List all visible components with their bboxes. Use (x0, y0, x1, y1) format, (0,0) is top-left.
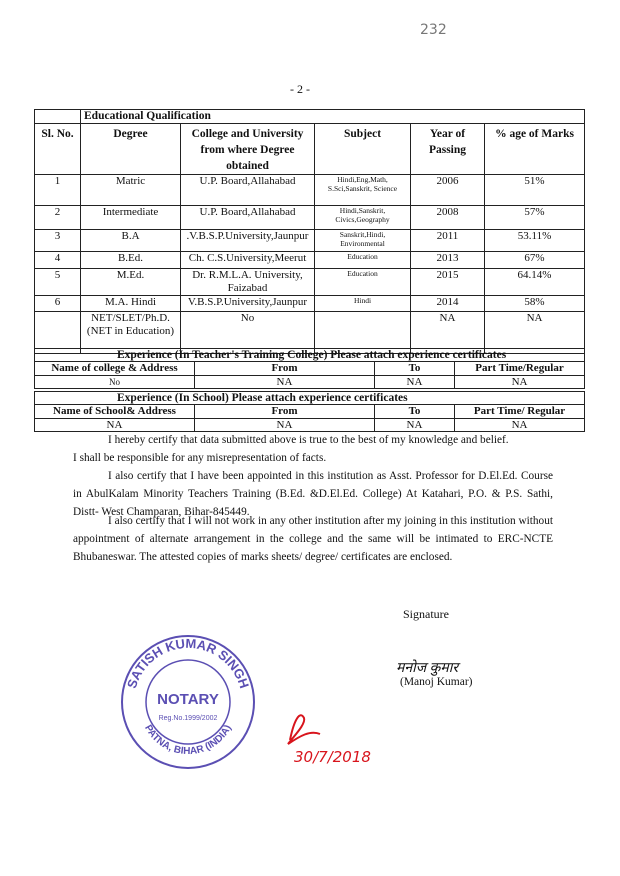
cell-year: 2015 (411, 269, 485, 296)
cell-from: NA (195, 376, 375, 389)
header-to: To (375, 362, 455, 376)
page-number: - 2 - (290, 82, 310, 96)
cell-marks: 58% (485, 296, 585, 312)
cell-sl: 3 (35, 230, 81, 252)
header-to: To (375, 405, 455, 419)
header-from: From (195, 362, 375, 376)
table-row (35, 269, 585, 296)
header-sl-no: Sl. No. (35, 124, 81, 175)
cell-degree: B.Ed. (81, 252, 181, 269)
header-college: College and University from where Degree obtained (181, 124, 315, 175)
signatory-name: (Manoj Kumar) (400, 676, 473, 688)
header-subject: Subject (315, 124, 411, 175)
declaration-paragraph-2: I also certify that I have been appointed in this institution as Asst. Professor for D.El.Ed. Course in AbulKalam Minority Teachers Training (B.Ed. &D.El.Ed. College) At Katahari, P.O. & P.S. Sathi, Distt- West Champaran, Bihar-845449. (73, 470, 553, 518)
cell-marks: NA (485, 312, 585, 354)
cell-degree: M.A. Hindi (81, 296, 181, 312)
declaration-line-2: I shall be responsible for any misrepresentation of facts. (73, 452, 327, 464)
cell-subject: Sanskrit,Hindi, Environmental (315, 230, 411, 252)
cell-college: Ch. C.S.University,Meerut (181, 252, 315, 269)
cell-marks: 64.14% (485, 269, 585, 296)
signature-label: Signature (403, 607, 449, 621)
cell-college: U.P. Board,Allahabad (181, 206, 315, 230)
declaration-paragraph-3: I also certify that I will not work in any other institution after my joining in this institution without appointment of alternate arrangement in the college and the same will be intimated to ERC-NCTE Bhubaneswar. The attested copies of marks sheets/ degree/ certificates are enclosed. (73, 515, 553, 563)
seal-center-text: NOTARY (157, 691, 219, 708)
cell-marks: 57% (485, 206, 585, 230)
header-degree: Degree (81, 124, 181, 175)
attestation-flourish (288, 715, 320, 744)
cell-sl: 2 (35, 206, 81, 230)
cell-degree: Intermediate (81, 206, 181, 230)
education-table (34, 109, 585, 354)
experience-school-title: Experience (In School) Please attach experience certificates (35, 392, 585, 405)
cell-year: 2008 (411, 206, 485, 230)
experience-college-table (34, 348, 585, 389)
header-marks: % age of Marks (485, 124, 585, 175)
cell-sl: 4 (35, 252, 81, 269)
cell-college: V.B.S.P.University,Jaunpur (181, 296, 315, 312)
declaration-line-1: I hereby certify that data submitted above is true to the best of my knowledge and belief. (108, 434, 509, 446)
cell-from: NA (195, 419, 375, 432)
cell-marks: 53.11% (485, 230, 585, 252)
seal-registration-text: Reg.No.1999/2002 (158, 715, 218, 722)
notary-seal (118, 632, 258, 772)
cell-degree: NET/SLET/Ph.D. (NET in Education) (81, 312, 181, 354)
table-row (35, 296, 585, 312)
cell-college: Dr. R.M.L.A. University, Faizabad (181, 269, 315, 296)
table-row (35, 230, 585, 252)
cell-subject: Hindi (315, 296, 411, 312)
table-row (35, 376, 585, 389)
cell-part-time: NA (455, 376, 585, 389)
cell-subject: Education (315, 269, 411, 296)
cell-sl: 5 (35, 269, 81, 296)
page-corner-number: 232 (420, 22, 447, 38)
header-part-time: Part Time/ Regular (455, 405, 585, 419)
experience-college-title: Experience (In Teacher's Training College) Please attach experience certificates (35, 349, 585, 362)
table-row (35, 419, 585, 432)
education-section-title: Educational Qualification (81, 110, 585, 124)
cell-subject: Hindi,Sanskrit, Civics,Geography (315, 206, 411, 230)
cell-to: NA (375, 376, 455, 389)
cell-to: NA (375, 419, 455, 432)
cell-sl: 1 (35, 175, 81, 206)
seal-ring-text: SATISH KUMAR SINGH (123, 635, 253, 691)
cell-year: 2014 (411, 296, 485, 312)
cell-part-time: NA (455, 419, 585, 432)
cell-college-name: No (35, 376, 195, 389)
header-school-name: Name of School& Address (35, 405, 195, 419)
seal-bottom-text: PATNA, BIHAR (INDIA) (142, 723, 234, 758)
cell-degree: M.Ed. (81, 269, 181, 296)
table-row (35, 175, 585, 206)
header-part-time: Part Time/Regular (455, 362, 585, 376)
table-row (35, 252, 585, 269)
attestation-signature (280, 700, 400, 770)
cell-degree: B.A (81, 230, 181, 252)
attestation-date: 30/7/2018 (294, 748, 371, 766)
cell-year: NA (411, 312, 485, 354)
handwritten-signature: मनोज कुमार (396, 661, 459, 676)
experience-school-table (34, 391, 585, 432)
cell-subject: Hindi,Eng,Math, S.Sci,Sanskrit, Science (315, 175, 411, 206)
cell-college: .V.B.S.P.University,Jaunpur (181, 230, 315, 252)
header-from: From (195, 405, 375, 419)
cell-degree: Matric (81, 175, 181, 206)
cell-subject: Education (315, 252, 411, 269)
cell-marks: 51% (485, 175, 585, 206)
cell-marks: 67% (485, 252, 585, 269)
cell-college: No (181, 312, 315, 354)
cell-year: 2013 (411, 252, 485, 269)
cell-school-name: NA (35, 419, 195, 432)
cell-sl: 6 (35, 296, 81, 312)
cell-college: U.P. Board,Allahabad (181, 175, 315, 206)
table-row (35, 206, 585, 230)
cell-year: 2011 (411, 230, 485, 252)
header-year: Year of Passing (411, 124, 485, 175)
cell-year: 2006 (411, 175, 485, 206)
header-college-name: Name of college & Address (35, 362, 195, 376)
